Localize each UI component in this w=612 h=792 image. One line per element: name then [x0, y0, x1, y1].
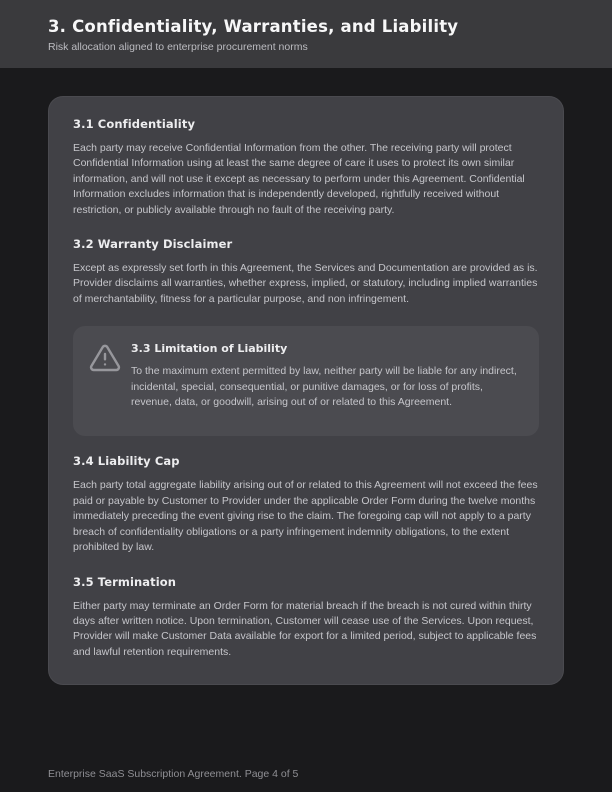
page-footer	[48, 768, 298, 780]
content-card	[48, 96, 564, 685]
section-heading: 3.4 Liability Cap	[73, 454, 180, 469]
section-body: Either party may terminate an Order Form for material breach if the breach is not cured within thirty days after written notice. Upon termination, Customer will cease use of the Services. Upon request, Provider will make Customer Data available for export for a limited period, subject to applicable fees and lawful retention requirements.	[73, 599, 537, 658]
limitation-of-liability-callout	[73, 326, 539, 436]
section-liability-cap	[73, 454, 539, 555]
callout-content	[131, 341, 521, 410]
footer-text: Enterprise SaaS Subscription Agreement. Page 4 of 5	[48, 768, 299, 780]
section-body: Each party may receive Confidential Information from the other. The receiving party will protect Confidential Information using at least the same degree of care it uses to protect its own similar information, and will not use it except as necessary to perform under this Agreement. Confidential Information excludes information that is independently developed, rightfully received without restriction, or publicly available through no fault of the receiving party.	[73, 142, 525, 216]
page-subtitle: Risk allocation aligned to enterprise procurement norms	[48, 41, 308, 53]
warning-triangle-icon	[89, 342, 121, 374]
callout-heading: 3.3 Limitation of Liability	[131, 342, 288, 356]
section-confidentiality	[73, 117, 539, 218]
section-heading: 3.2 Warranty Disclaimer	[73, 237, 233, 252]
section-warranty-disclaimer	[73, 237, 539, 307]
callout-body: To the maximum extent permitted by law, neither party will be liable for any indirect, incidental, special, consequential, or punitive damages, or for loss of profits, revenue, data, or goodwill, arising out of or related to this Agreement.	[131, 365, 517, 409]
section-termination	[73, 575, 539, 661]
page-title: 3. Confidentiality, Warranties, and Liability	[48, 17, 459, 36]
section-body: Each party total aggregate liability arising out of or related to this Agreement will not exceed the fees paid or payable by Customer to Provider under the applicable Order Form during the twelve months immediately preceding the event giving rise to the claim. The foregoing cap will not apply to a party breach of confidentiality obligations or a party infringement indemnity obligations, to the extent prohibited by law.	[73, 479, 538, 554]
section-heading: 3.5 Termination	[73, 574, 177, 589]
page-header	[0, 0, 612, 68]
section-heading: 3.1 Confidentiality	[73, 117, 196, 131]
section-body: Except as expressly set forth in this Agreement, the Services and Documentation are provided as is. Provider disclaims all warranties, whether express, implied, or statutory, including implied warranties of merchantability, fitness for a particular purpose, and non infringement.	[73, 262, 538, 305]
